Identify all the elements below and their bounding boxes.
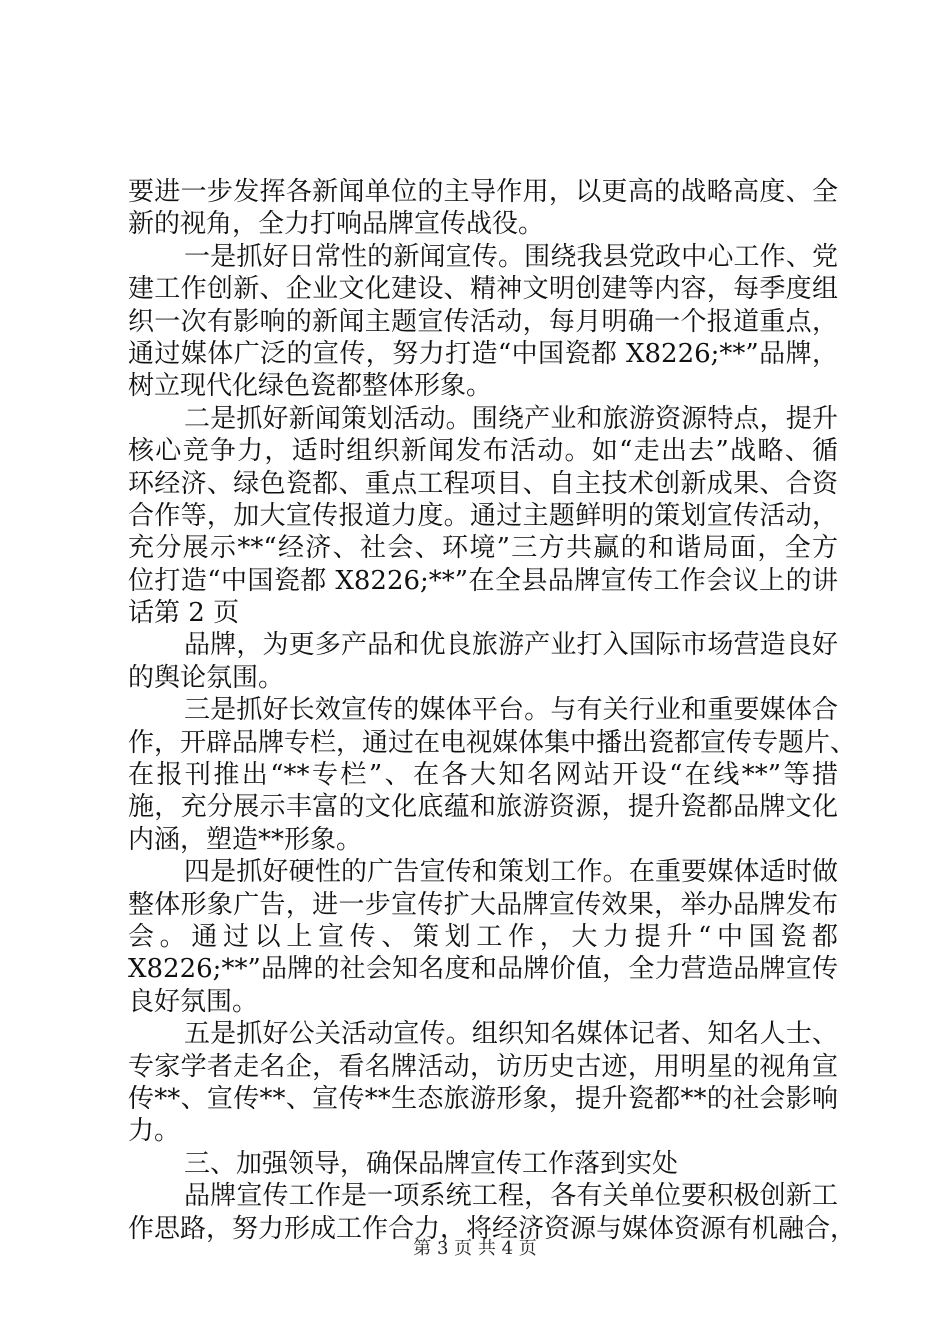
document-body	[128, 176, 857, 1245]
text-line: 充分展示**“经济、社会、环境”三方共赢的和谐局面，全方	[128, 533, 838, 564]
text-line: 作，开辟品牌专栏，通过在电视媒体集中播出瓷都宣传专题片、	[128, 727, 857, 758]
paragraph-first-line: 三是抓好长效宣传的媒体平台。与有关行业和重要媒体合	[184, 695, 838, 726]
text-line: 作思路，努力形成工作合力，将经济资源与媒体资源有机融合，	[128, 1213, 857, 1244]
text-line: 会。通过以上宣传、策划工作，大力提升“中国瓷都	[128, 921, 838, 952]
text-line: 整体形象广告，进一步宣传扩大品牌宣传效果，举办品牌发布	[128, 889, 838, 920]
text-line: 通过媒体广泛的宣传，努力打造“中国瓷都 X8226;**”品牌，	[128, 338, 838, 369]
text-line: 树立现代化绿色瓷都整体形象。	[128, 371, 493, 402]
text-line: 建工作创新、企业文化建设、精神文明创建等内容，每季度组	[128, 274, 838, 305]
text-line: 施，充分展示丰富的文化底蕴和旅游资源，提升瓷都品牌文化	[128, 792, 838, 823]
page-number-footer: 第 3 页 共 4 页	[413, 1238, 537, 1259]
text-line: 新的视角，全力打响品牌宣传战役。	[128, 209, 545, 240]
section-heading: 三、加强领导，确保品牌宣传工作落到实处	[184, 1148, 679, 1179]
text-line: 织一次有影响的新闻主题宣传活动，每月明确一个报道重点，	[128, 306, 838, 337]
text-line: 力。	[128, 1116, 181, 1147]
text-line: 内涵，塑造**形象。	[128, 824, 363, 855]
paragraph-first-line: 二是抓好新闻策划活动。围绕产业和旅游资源特点，提升	[184, 403, 838, 434]
paragraph-first-line: 五是抓好公关活动宣传。组织知名媒体记者、知名人士、	[184, 1019, 838, 1050]
text-line: X8226;**”品牌的社会知名度和品牌价值，全力营造品牌宣传	[128, 954, 838, 985]
paragraph-first-line: 一是抓好日常性的新闻宣传。围绕我县党政中心工作、党	[184, 241, 838, 272]
text-line: 专家学者走名企，看名牌活动，访历史古迹，用明星的视角宣	[128, 1051, 838, 1082]
paragraph-first-line: 四是抓好硬性的广告宣传和策划工作。在重要媒体适时做	[184, 857, 838, 888]
text-line: 要进一步发挥各新闻单位的主导作用，以更高的战略高度、全	[128, 177, 838, 207]
text-line: 传**、宣传**、宣传**生态旅游形象，提升瓷都**的社会影响	[128, 1083, 838, 1114]
text-line: 合作等，加大宣传报道力度。通过主题鲜明的策划宣传活动，	[128, 500, 838, 531]
text-line: 位打造“中国瓷都 X8226;**”在全县品牌宣传工作会议上的讲	[128, 565, 838, 596]
text-line: 良好氛围。	[128, 986, 259, 1017]
text-line: 话第 2 页	[128, 598, 240, 629]
text-line: 在报刊推出“**专栏”、在各大知名网站开设“在线**”等措	[128, 760, 838, 791]
paragraph-first-line: 品牌宣传工作是一项系统工程，各有关单位要积极创新工	[184, 1181, 838, 1212]
paragraph-first-line: 品牌，为更多产品和优良旅游产业打入国际市场营造良好	[184, 630, 838, 661]
text-line: 的舆论氛围。	[128, 662, 285, 693]
text-line: 核心竞争力，适时组织新闻发布活动。如“走出去”战略、循	[128, 436, 838, 467]
text-line: 环经济、绿色瓷都、重点工程项目、自主技术创新成果、合资	[128, 468, 838, 499]
